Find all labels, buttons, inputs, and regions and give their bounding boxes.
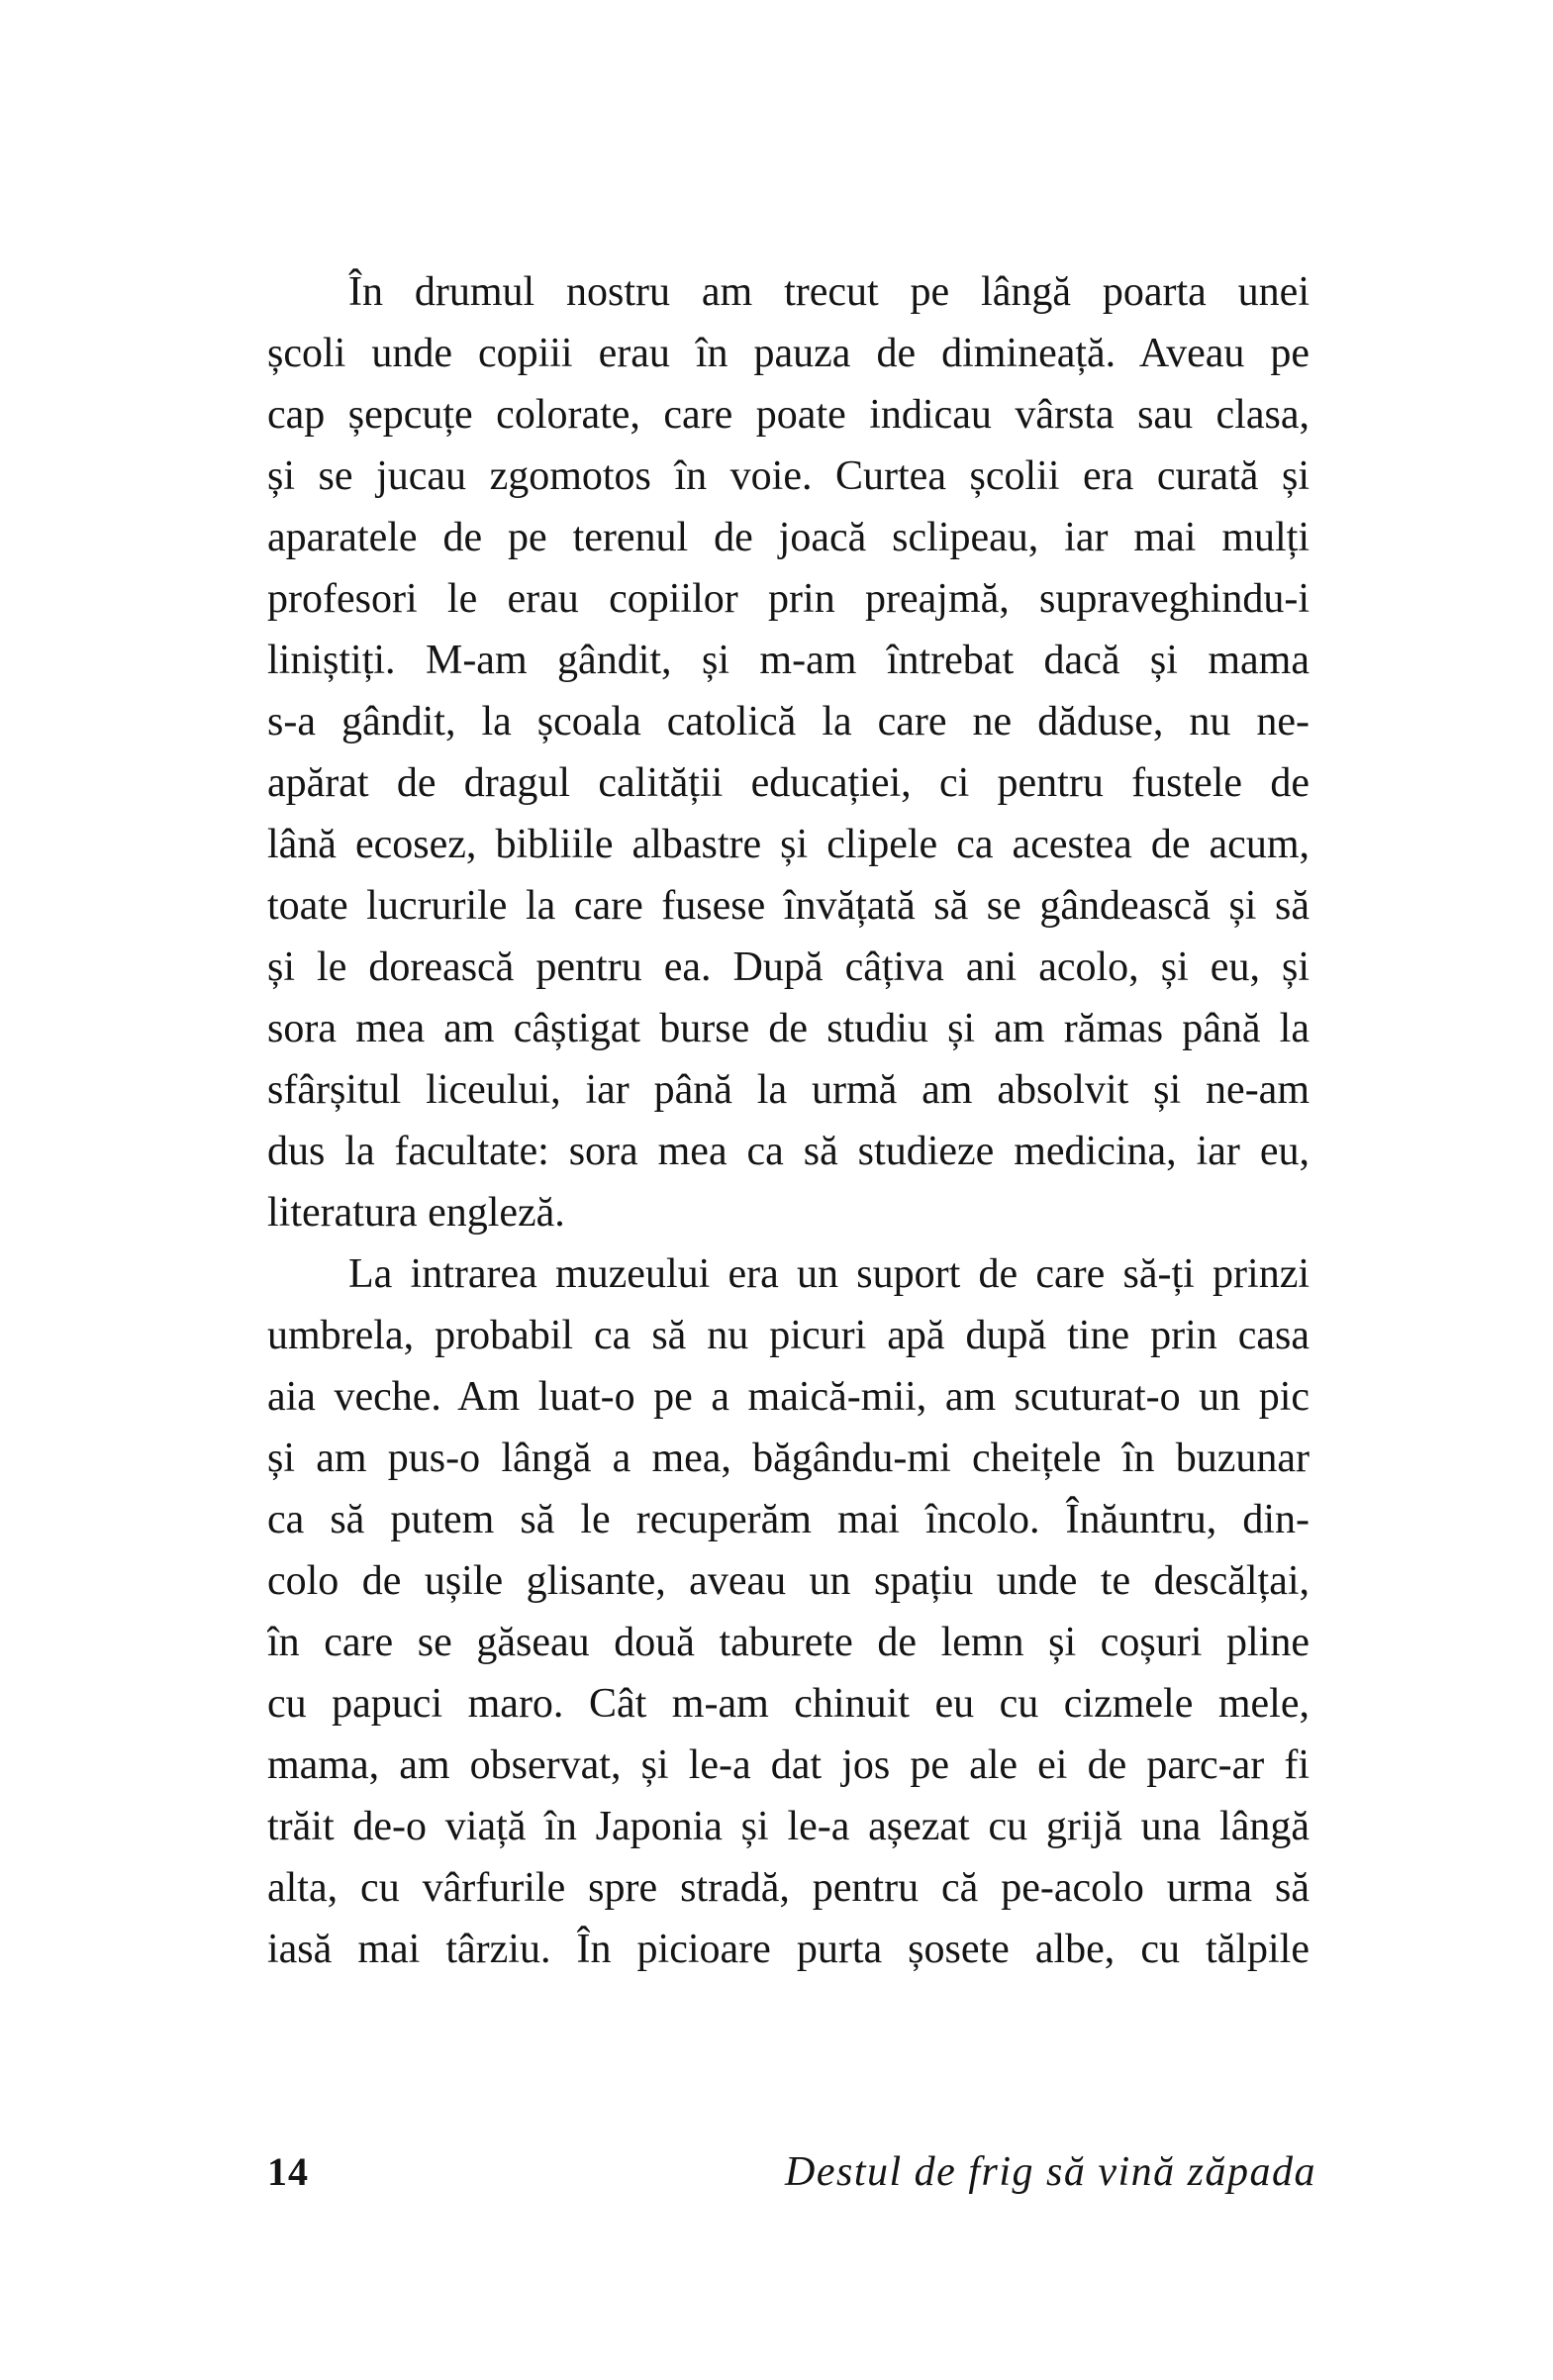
- text-line: cu papuci maro. Cât m-am chinuit eu cu cizmele mele,: [267, 1681, 1310, 1727]
- text-line: umbrela, probabil ca să nu picuri apă după tine prin casa: [267, 1313, 1310, 1358]
- text-line: mama, am observat, și le-a dat jos pe ale ei de parc-ar fi: [267, 1742, 1310, 1788]
- page-number: 14: [267, 2149, 309, 2194]
- text-line: profesori le erau copiilor prin preajmă, supraveghindu-i: [267, 576, 1310, 622]
- paragraph: [267, 1243, 1310, 1980]
- text-line: cap șepcuțe colorate, care poate indicau vârsta sau clasa,: [267, 392, 1310, 438]
- text-line: La intrarea muzeului era un suport de care să-ți prinzi: [348, 1251, 1310, 1297]
- text-line: apărat de dragul calității educației, ci pentru fustele de: [267, 760, 1310, 806]
- text-line: colo de ușile glisante, aveau un spațiu unde te descălțai,: [267, 1558, 1310, 1604]
- running-title: Destul de frig să vină zăpada: [785, 2149, 1316, 2195]
- text-line: sora mea am câștigat burse de studiu și am rămas până la: [267, 1006, 1310, 1051]
- text-line: aia veche. Am luat-o pe a maică-mii, am scuturat-o un pic: [267, 1374, 1310, 1420]
- text-line: liniștiți. M-am gândit, și m-am întrebat dacă și mama: [267, 638, 1310, 683]
- text-line: lână ecosez, bibliile albastre și clipele ca acestea de acum,: [267, 822, 1310, 867]
- text-line: în care se găseau două taburete de lemn și coșuri pline: [267, 1620, 1310, 1665]
- text-line: ca să putem să le recuperăm mai încolo. Înăuntru, din-: [267, 1497, 1310, 1542]
- paragraph: [267, 261, 1310, 1243]
- text-line: trăit de-o viață în Japonia și le-a așezat cu grijă una lângă: [267, 1804, 1310, 1849]
- text-line: alta, cu vârfurile spre stradă, pentru că pe-acolo urma să: [267, 1865, 1310, 1911]
- text-line: În drumul nostru am trecut pe lângă poarta unei: [348, 269, 1310, 315]
- text-line: sfârșitul liceului, iar până la urmă am absolvit și ne-am: [267, 1067, 1310, 1113]
- text-line: și le dorească pentru ea. După câțiva ani acolo, și eu, și: [267, 944, 1310, 990]
- text-line: aparatele de pe terenul de joacă sclipeau, iar mai mulți: [267, 515, 1310, 560]
- text-line: și se jucau zgomotos în voie. Curtea școlii era curată și: [267, 453, 1310, 499]
- body-text: [267, 261, 1310, 1980]
- text-line: toate lucrurile la care fusese învățată să se gândească și să: [267, 883, 1310, 929]
- text-line: s-a gândit, la școala catolică la care ne dăduse, nu ne-: [267, 699, 1310, 744]
- text-line: și am pus-o lângă a mea, băgându-mi cheițele în buzunar: [267, 1436, 1310, 1481]
- text-line: școli unde copiii erau în pauza de dimineață. Aveau pe: [267, 331, 1310, 376]
- page-footer: [267, 2150, 1316, 2198]
- text-line: literatura engleză.: [267, 1190, 565, 1236]
- text-line: dus la facultate: sora mea ca să studieze medicina, iar eu,: [267, 1129, 1310, 1174]
- text-line: iasă mai târziu. În picioare purta șosete albe, cu tălpile: [267, 1927, 1310, 1972]
